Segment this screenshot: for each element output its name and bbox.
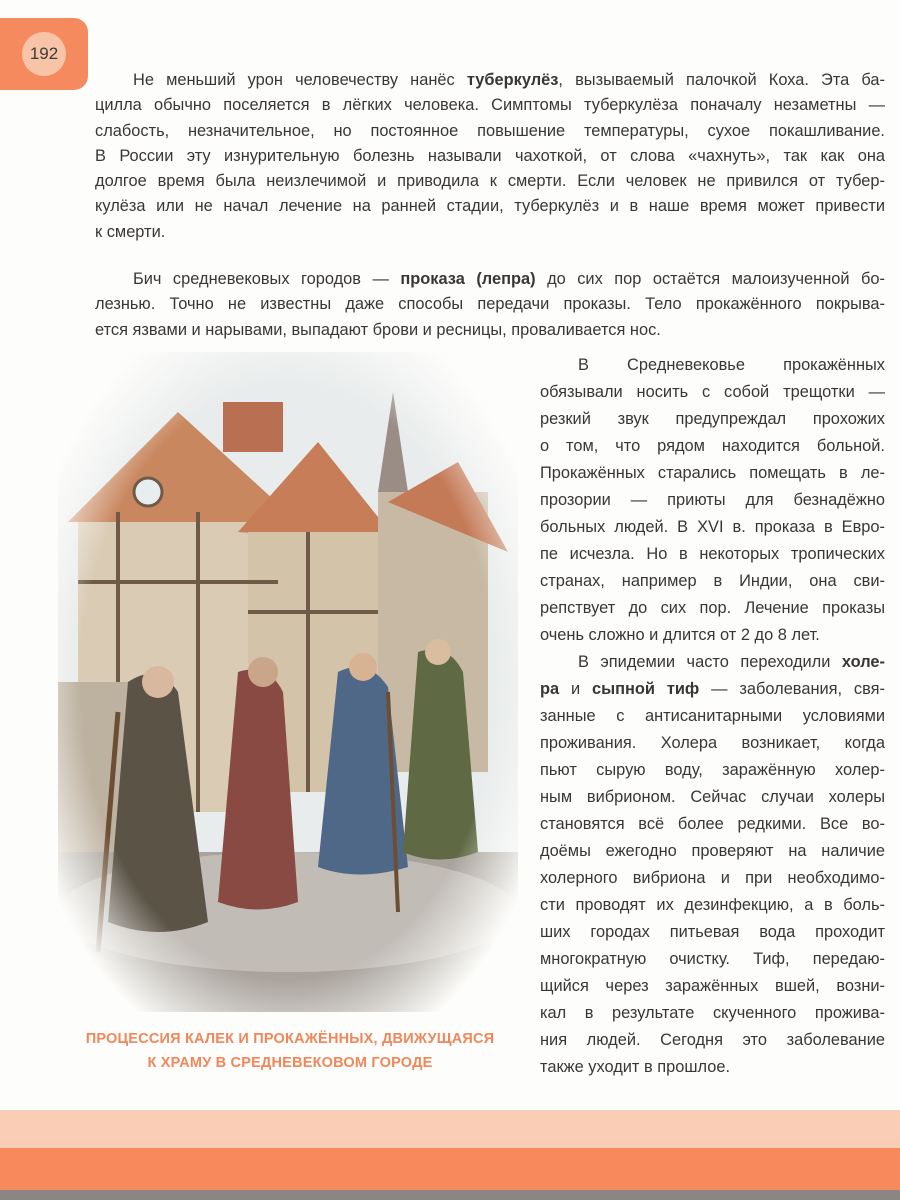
- text-segment: доёмы ежегодно проверяют на наличие: [540, 842, 885, 860]
- page-number: 192: [22, 32, 66, 76]
- text-segment: Прокажённых старались помещать в ле-: [540, 464, 885, 482]
- text-line: [540, 1000, 885, 1027]
- illustration-caption: [40, 1027, 540, 1075]
- text-segment: кал в результате скученного прожива-: [540, 1004, 885, 1022]
- text-segment: больных людей. В XVI в. проказа в Евро-: [540, 518, 885, 536]
- bold-term: сыпной тиф: [591, 680, 700, 698]
- text-segment: проживания. Холера возникает, когда: [540, 734, 885, 752]
- text-segment: лезнью. Точно не известны даже способы передачи проказы. Тело прокажённого покрыва-: [95, 295, 885, 314]
- text-line: [540, 352, 885, 379]
- caption-line: К ХРАМУ В СРЕДНЕВЕКОВОМ ГОРОДЕ: [147, 1055, 433, 1071]
- text-segment: репствует до сих пор. Лечение проказы: [540, 599, 885, 617]
- bold-term: ра: [540, 680, 560, 698]
- paragraph-leprosy-middle-ages: [540, 352, 885, 649]
- text-line: [95, 318, 885, 343]
- footer-band-orange: [0, 1148, 900, 1190]
- text-line: [95, 93, 885, 118]
- bold-term: холе-: [841, 653, 885, 671]
- text-segment: В эпидемии часто переходили: [578, 653, 842, 671]
- text-segment: холерного вибриона и при необходимо-: [540, 869, 885, 887]
- text-line: [540, 811, 885, 838]
- paragraph-tuberculosis: [95, 68, 885, 245]
- text-segment: долгое время была неизлечимой и приводила к смерти. Если человек не привился от тубер-: [95, 172, 885, 191]
- text-line: [540, 784, 885, 811]
- footer-band-light: [0, 1110, 900, 1150]
- text-segment: ния людей. Сегодня это заболевание: [540, 1031, 885, 1049]
- text-segment: В России эту изнурительную болезнь называли чахоткой, от слова «чахнуть», так как она: [95, 146, 885, 165]
- text-line: [540, 649, 885, 676]
- text-line: [95, 292, 885, 317]
- text-segment: ным вибрионом. Сейчас случаи холеры: [540, 788, 885, 806]
- text-line: [95, 68, 885, 93]
- text-line: [540, 433, 885, 460]
- text-segment: многократную очистку. Тиф, передаю-: [540, 950, 885, 968]
- text-segment: также уходит в прошлое.: [540, 1058, 731, 1076]
- text-line: [540, 1054, 885, 1081]
- text-line: [540, 730, 885, 757]
- text-line: [540, 757, 885, 784]
- text-segment: В Средневековье прокажённых: [578, 356, 885, 374]
- text-segment: цилла обычно поселяется в лёгких человека. Симптомы туберкулёза поначалу незаметны —: [95, 96, 885, 115]
- text-segment: — заболевания, свя-: [699, 680, 885, 698]
- text-line: [95, 169, 885, 194]
- text-segment: сти проводят их дезинфекцию, а в боль-: [540, 896, 885, 914]
- text-line: [540, 622, 885, 649]
- text-line: [540, 865, 885, 892]
- text-line: [540, 541, 885, 568]
- text-segment: пе исчезла. Но в некоторых тропических: [540, 545, 885, 563]
- text-line: [540, 514, 885, 541]
- text-segment: пьют сырую воду, заражённую холер-: [540, 761, 885, 779]
- text-segment: Бич средневековых городов —: [133, 270, 401, 288]
- text-line: [540, 946, 885, 973]
- text-line: [540, 379, 885, 406]
- text-segment: Не меньший урон человечеству нанёс: [133, 71, 467, 89]
- text-segment: обязывали носить с собой трещотки —: [540, 383, 885, 401]
- text-line: [540, 1027, 885, 1054]
- bold-term: проказа (лепра): [400, 270, 536, 288]
- text-segment: странах, например в Индии, она сви-: [540, 572, 885, 590]
- text-segment: очень сложно и длится от 2 до 8 лет.: [540, 626, 820, 644]
- text-segment: становятся всё более редкими. Все во-: [540, 815, 885, 833]
- text-line: [95, 144, 885, 169]
- text-segment: о том, что рядом находится больной.: [540, 437, 885, 455]
- text-segment: резкий звук предупреждал прохожих: [540, 410, 885, 428]
- text-line: [540, 676, 885, 703]
- text-segment: занные с антисанитарными условиями: [540, 707, 885, 725]
- text-line: [540, 406, 885, 433]
- caption-line: ПРОЦЕССИЯ КАЛЕК И ПРОКАЖЁННЫХ, ДВИЖУЩАЯСЯ: [85, 1031, 495, 1047]
- text-segment: прозории — приюты для безнадёжно: [540, 491, 885, 509]
- text-line: [540, 487, 885, 514]
- paragraph-cholera-typhus: [540, 649, 885, 1081]
- text-line: [540, 838, 885, 865]
- bold-term: туберкулёз: [466, 71, 559, 89]
- paragraph-leprosy: [95, 267, 885, 343]
- text-segment: до сих пор остаётся малоизученной бо-: [535, 270, 885, 288]
- illustration-procession: [58, 352, 518, 1012]
- text-line: [540, 568, 885, 595]
- text-segment: ших городах питьевая вода проходит: [540, 923, 885, 941]
- text-segment: щийся через заражённых вшей, возни-: [540, 977, 885, 995]
- page-number-badge: [0, 18, 88, 90]
- text-segment: и: [559, 680, 592, 698]
- text-segment: ется язвами и нарывами, выпадают брови и ресницы, проваливается нос.: [95, 320, 661, 339]
- text-line: [540, 703, 885, 730]
- text-line: [540, 919, 885, 946]
- text-segment: слабость, незначительное, но постоянное повышение температуры, сухое покашливание.: [95, 121, 885, 140]
- text-line: [540, 892, 885, 919]
- text-segment: к смерти.: [95, 222, 166, 241]
- text-line: [95, 194, 885, 219]
- text-line: [95, 267, 885, 292]
- text-line: [95, 119, 885, 144]
- text-line: [95, 220, 885, 245]
- page-edge: [0, 1190, 900, 1200]
- text-line: [540, 460, 885, 487]
- text-segment: кулёза или не начал лечение на ранней стадии, туберкулёз и в наше время может привести: [95, 197, 885, 216]
- text-segment: , вызываемый палочкой Коха. Эта ба-: [558, 71, 885, 89]
- text-line: [540, 973, 885, 1000]
- text-line: [540, 595, 885, 622]
